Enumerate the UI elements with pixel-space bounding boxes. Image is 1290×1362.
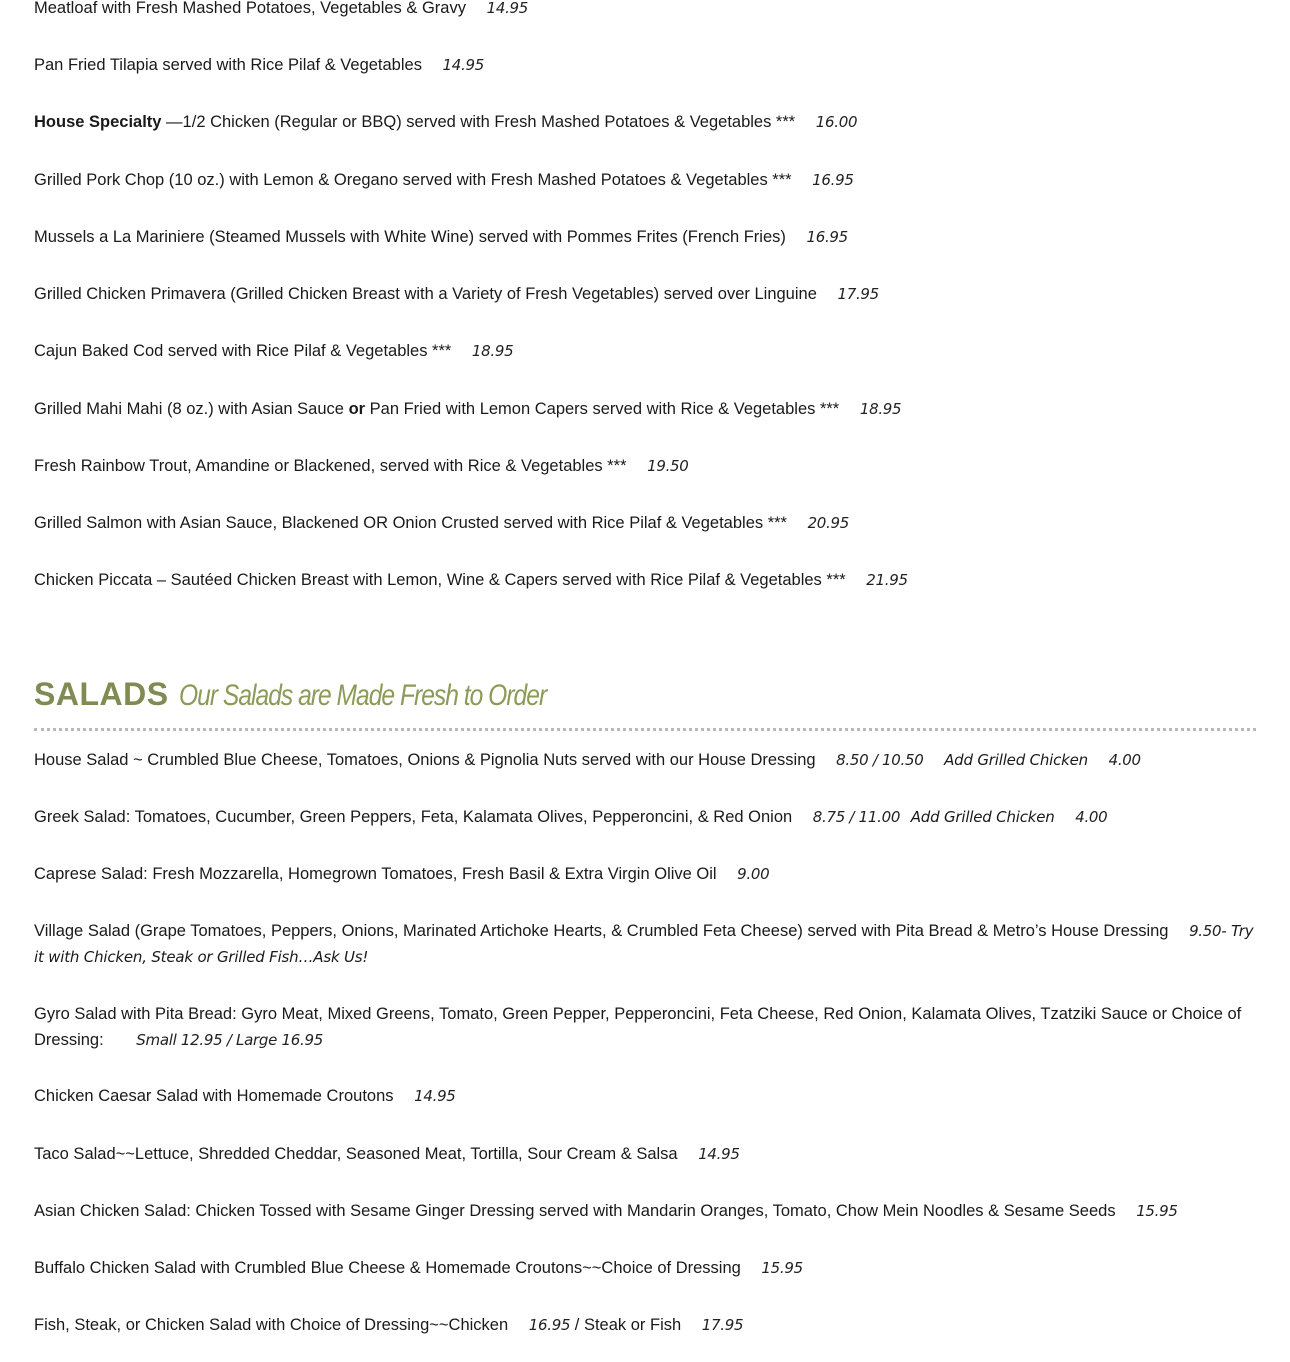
menu-item-chicken-primavera — [34, 281, 1256, 307]
menu-item-pork-chop — [34, 167, 1256, 193]
item-description: Grilled Mahi Mahi (8 oz.) with Asian Sauce — [34, 400, 349, 418]
item-description: House Salad ~ Crumbled Blue Cheese, Tomatoes, Onions & Pignolia Nuts served with our House Dressing — [34, 751, 816, 769]
item-description: Greek Salad: Tomatoes, Cucumber, Green Peppers, Feta, Kalamata Olives, Pepperoncini, & Red Onion — [34, 808, 793, 826]
menu-item-house-salad — [34, 747, 1256, 773]
item-price: 8.50 / 10.50 — [836, 751, 924, 769]
item-price: 14.95 — [442, 56, 484, 74]
menu-item-village-salad — [34, 918, 1256, 970]
item-price: 14.95 — [486, 0, 529, 17]
menu-item-house-specialty — [34, 109, 1256, 135]
item-description: —1/2 Chicken (Regular or BBQ) served with Fresh Mashed Potatoes & Vegetables *** — [161, 113, 796, 131]
item-description: Caprese Salad: Fresh Mozzarella, Homegrown Tomatoes, Fresh Basil & Extra Virgin Olive Oil — [34, 865, 717, 883]
menu-item-rainbow-trout — [34, 453, 1256, 479]
item-price: 16.95 — [812, 171, 854, 189]
menu-item-cajun-cod — [34, 338, 1256, 364]
item-highlight: House Specialty — [34, 113, 162, 131]
item-description: Grilled Chicken Primavera (Grilled Chicken Breast with a Variety of Fresh Vegetables) served over Linguine — [34, 285, 817, 303]
item-price: 16.95 — [528, 1316, 571, 1334]
item-description: Cajun Baked Cod served with Rice Pilaf & Vegetables *** — [34, 342, 452, 360]
salads-section-header — [34, 676, 1256, 731]
item-description: Fish, Steak, or Chicken Salad with Choice of Dressing~~Chicken — [34, 1316, 509, 1334]
item-price: 21.95 — [866, 571, 908, 589]
menu-item-chicken-caesar — [34, 1083, 1256, 1109]
menu-item-mussels — [34, 224, 1256, 250]
item-price: 18.95 — [859, 400, 902, 418]
item-description: Buffalo Chicken Salad with Crumbled Blue Cheese & Homemade Croutons~~Choice of Dressing — [34, 1259, 741, 1277]
item-price: 14.95 — [698, 1145, 740, 1163]
item-description: Chicken Caesar Salad with Homemade Croutons — [34, 1087, 394, 1105]
item-price-2: 17.95 — [701, 1316, 744, 1334]
menu-item-tilapia — [34, 52, 1256, 78]
item-price: 16.00 — [815, 113, 858, 131]
item-description: Fresh Rainbow Trout, Amandine or Blackened, served with Rice & Vegetables *** — [34, 457, 627, 475]
item-description: Grilled Salmon with Asian Sauce, Blackened OR Onion Crusted served with Rice Pilaf & Vegetables *** — [34, 514, 787, 532]
item-price: 16.95 — [806, 228, 848, 246]
item-price: 8.75 / 11.00 — [812, 808, 901, 826]
menu-item-greek-salad — [34, 804, 1256, 830]
menu-item-caprese-salad — [34, 861, 1256, 887]
item-description-cont: Pan Fried with Lemon Capers served with Rice & Vegetables *** — [365, 400, 840, 418]
item-price: 17.95 — [837, 285, 879, 303]
item-description: Asian Chicken Salad: Chicken Tossed with Sesame Ginger Dressing served with Mandarin Oranges, Tomato, Chow Mein Noodles & Sesame Seeds — [34, 1202, 1116, 1220]
item-price: 20.95 — [807, 514, 850, 532]
item-description: Mussels a La Mariniere (Steamed Mussels with White Wine) served with Pommes Frites (French Fries) — [34, 228, 786, 246]
item-description: Village Salad (Grape Tomatoes, Peppers, Onions, Marinated Artichoke Hearts, & Crumbled Feta Cheese) served with Pita Bread & Metro’s House Dressing — [34, 922, 1169, 940]
item-description: Grilled Pork Chop (10 oz.) with Lemon & Oregano served with Fresh Mashed Potatoes & Vegetables *** — [34, 171, 792, 189]
item-price: 19.50 — [647, 457, 689, 475]
item-price: 9.50- — [1189, 922, 1227, 940]
item-addon: Add Grilled Chicken — [910, 808, 1055, 826]
menu-item-asian-chicken-salad — [34, 1198, 1256, 1224]
menu-item-gyro-salad — [34, 1001, 1256, 1053]
item-note: Try it with Chicken, Steak or Grilled Fish…Ask Us! — [34, 922, 1254, 966]
menu-item-meatloaf — [34, 0, 1256, 21]
item-addon-price: 4.00 — [1108, 751, 1141, 769]
item-price: 15.95 — [1136, 1202, 1178, 1220]
menu-item-mahi-mahi — [34, 396, 1256, 422]
item-description: Pan Fried Tilapia served with Rice Pilaf & Vegetables — [34, 56, 422, 74]
menu-item-buffalo-chicken-salad — [34, 1255, 1256, 1281]
item-addon: Add Grilled Chicken — [944, 751, 1088, 769]
item-description-cont: / Steak or Fish — [570, 1316, 682, 1334]
section-title: SALADS — [34, 676, 169, 712]
menu-item-chicken-piccata — [34, 567, 1256, 593]
item-price: 18.95 — [471, 342, 514, 360]
item-highlight: or — [348, 400, 366, 418]
section-subtitle: Our Salads are Made Fresh to Order — [179, 679, 547, 712]
item-description: Taco Salad~~Lettuce, Shredded Cheddar, Seasoned Meat, Tortilla, Sour Cream & Salsa — [34, 1145, 678, 1163]
menu-item-taco-salad — [34, 1141, 1256, 1167]
item-description: Gyro Salad with Pita Bread: Gyro Meat, Mixed Greens, Tomato, Green Pepper, Pepperoncini, Feta Cheese, Red Onion, Kalamata Olives, Tzatziki Sauce or Choice of Dressing: — [34, 1005, 1242, 1049]
item-price: 15.95 — [761, 1259, 803, 1277]
menu-item-grilled-salmon — [34, 510, 1256, 536]
item-price: Small 12.95 / Large 16.95 — [136, 1031, 323, 1049]
item-description: Chicken Piccata – Sautéed Chicken Breast with Lemon, Wine & Capers served with Rice Pilaf & Vegetables *** — [34, 571, 846, 589]
menu-item-fish-steak-chicken-salad — [34, 1312, 1256, 1338]
item-price: 14.95 — [414, 1087, 456, 1105]
item-description: Meatloaf with Fresh Mashed Potatoes, Vegetables & Gravy — [34, 0, 466, 17]
item-addon-price: 4.00 — [1075, 808, 1108, 826]
item-price: 9.00 — [737, 865, 770, 883]
